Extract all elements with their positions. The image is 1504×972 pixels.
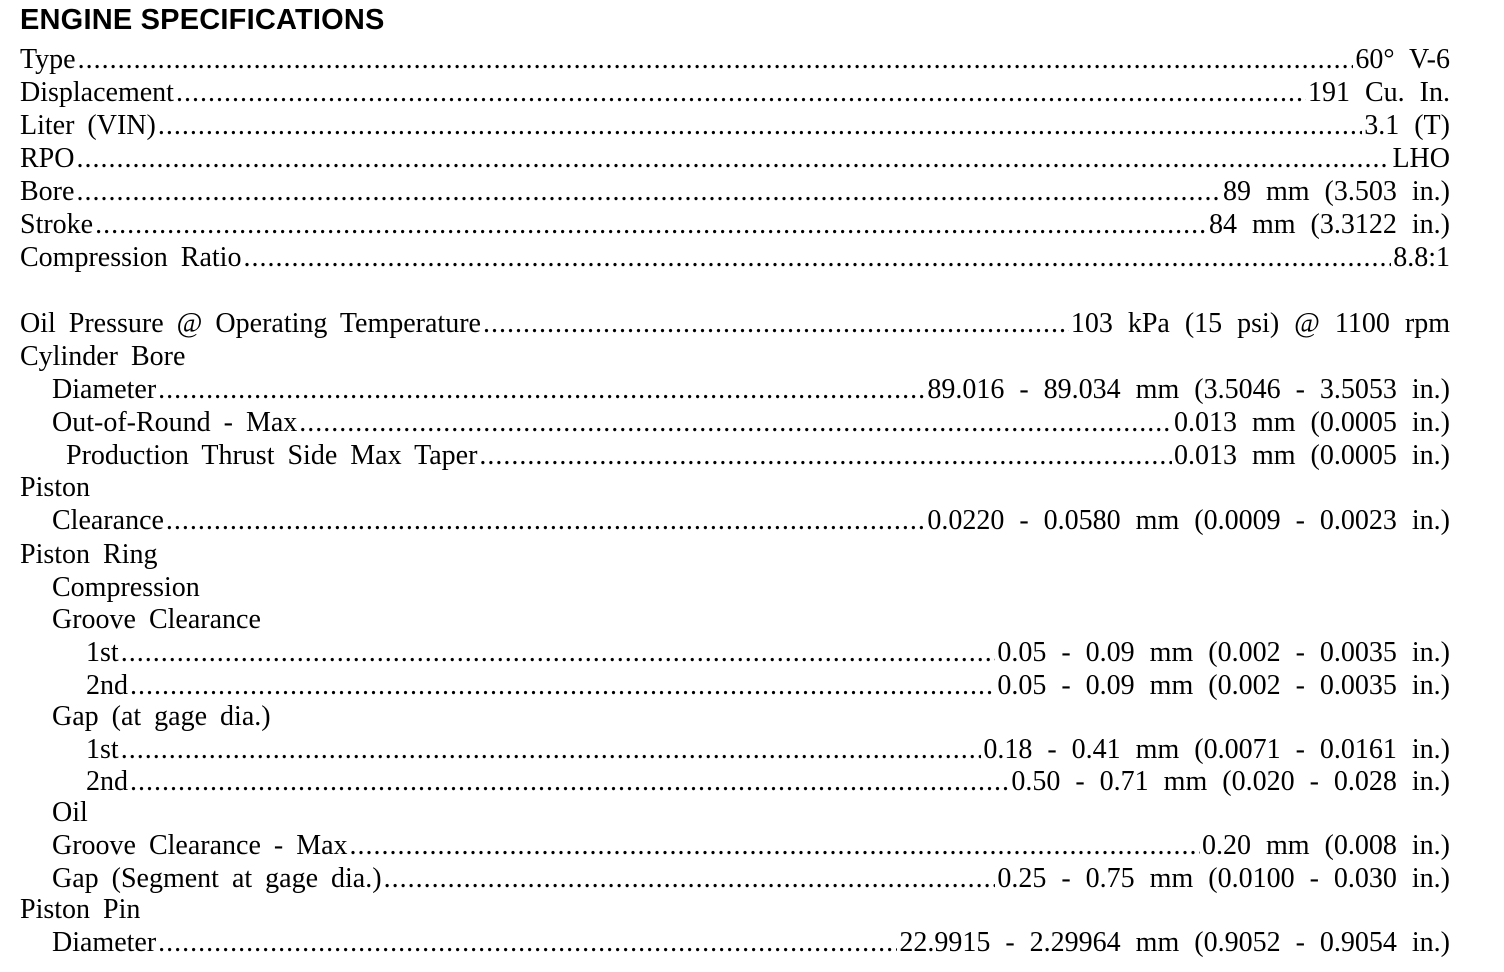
dot-leader (158, 927, 897, 959)
dot-leader (121, 637, 996, 669)
section-heading-piston-pin (0, 894, 1504, 926)
dot-leader (176, 77, 1306, 109)
spec-value: 0.50 - 0.71 mm (0.020 - 0.028 in.) (1011, 766, 1450, 797)
spec-label: Gap (Segment at gage dia.) (52, 863, 382, 894)
spec-row-groove-1st (0, 637, 1504, 669)
spec-value: 103 kPa (15 psi) @ 1100 rpm (1070, 308, 1450, 339)
spec-row-out-of-round (0, 407, 1504, 439)
spec-label: 1st (86, 637, 119, 668)
section-heading-label: Piston Ring (20, 539, 158, 570)
spec-value: 0.05 - 0.09 mm (0.002 - 0.0035 in.) (997, 670, 1450, 701)
spec-value: 0.013 mm (0.0005 in.) (1174, 440, 1450, 471)
dot-leader (76, 176, 1221, 208)
spec-row-rpo (0, 143, 1504, 175)
subheading-label: Oil (52, 797, 88, 828)
subheading-compression (0, 572, 1504, 604)
spec-label: Out-of-Round - Max (52, 407, 298, 438)
dot-leader (78, 44, 1354, 76)
spec-label: Type (20, 44, 76, 75)
spec-label: 2nd (86, 766, 128, 797)
spec-label: RPO (20, 143, 75, 174)
spec-row-oil-pressure (0, 308, 1504, 340)
dot-leader (130, 766, 1009, 798)
section-heading-piston-ring (0, 539, 1504, 571)
spec-value: 89.016 - 89.034 mm (3.5046 - 3.5053 in.) (927, 374, 1450, 405)
section-heading-cylinder-bore (0, 341, 1504, 373)
spec-row-max-taper (0, 440, 1504, 472)
spec-label: Liter (VIN) (20, 110, 156, 141)
spec-value: 8.8:1 (1393, 242, 1450, 273)
spec-value: 3.1 (T) (1364, 110, 1450, 141)
dot-leader (158, 110, 1362, 142)
spec-label: Diameter (52, 927, 157, 958)
subheading-groove-clearance (0, 604, 1504, 636)
spec-row-gap-2nd (0, 766, 1504, 798)
spec-value: 0.20 mm (0.008 in.) (1202, 830, 1450, 861)
section-heading-piston (0, 472, 1504, 504)
spec-row-type (0, 44, 1504, 76)
spec-row-cylinder-diameter (0, 374, 1504, 406)
dot-leader (121, 734, 982, 766)
spec-label: Production Thrust Side Max Taper (66, 440, 478, 471)
spec-row-bore (0, 176, 1504, 208)
spec-value: 0.05 - 0.09 mm (0.002 - 0.0035 in.) (997, 637, 1450, 668)
spec-row-oil-groove-clearance (0, 830, 1504, 862)
spec-value: 60° V-6 (1355, 44, 1450, 75)
spec-label: Stroke (20, 209, 94, 240)
dot-leader (130, 670, 995, 702)
dot-leader (299, 407, 1172, 439)
subheading-oil (0, 797, 1504, 829)
spec-value: LHO (1392, 143, 1450, 174)
spec-value: 89 mm (3.503 in.) (1223, 176, 1450, 207)
spec-row-pin-diameter (0, 927, 1504, 959)
dot-leader (243, 242, 1391, 274)
section-heading-label: Piston Pin (20, 894, 141, 925)
spec-label: Compression Ratio (20, 242, 242, 273)
spec-label: Displacement (20, 77, 174, 108)
dot-leader (483, 308, 1069, 340)
spec-row-groove-2nd (0, 670, 1504, 702)
spec-row-liter (0, 110, 1504, 142)
subheading-label: Gap (at gage dia.) (52, 701, 271, 732)
subheading-label: Groove Clearance (52, 604, 261, 635)
section-heading-label: Piston (20, 472, 91, 503)
spec-value: 0.18 - 0.41 mm (0.0071 - 0.0161 in.) (983, 734, 1450, 765)
spec-value: 22.9915 - 2.29964 mm (0.9052 - 0.9054 in.) (899, 927, 1450, 958)
spec-row-piston-clearance (0, 505, 1504, 537)
section-heading-label: Cylinder Bore (20, 341, 186, 372)
dot-leader (166, 505, 925, 537)
spec-label: Bore (20, 176, 75, 207)
spec-row-stroke (0, 209, 1504, 241)
spec-row-gap-1st (0, 734, 1504, 766)
spec-value: 84 mm (3.3122 in.) (1209, 209, 1450, 240)
dot-leader (158, 374, 925, 406)
dot-leader (479, 440, 1172, 472)
spec-label: Diameter (52, 374, 157, 405)
spec-value: 0.25 - 0.75 mm (0.0100 - 0.030 in.) (997, 863, 1450, 894)
dot-leader (95, 209, 1207, 241)
subheading-gap (0, 701, 1504, 733)
spec-label: Clearance (52, 505, 164, 536)
spec-row-displacement (0, 77, 1504, 109)
dot-leader (350, 830, 1200, 862)
spec-label: Oil Pressure @ Operating Temperature (20, 308, 481, 339)
spec-label: 1st (86, 734, 119, 765)
spec-row-oil-gap (0, 863, 1504, 895)
spec-row-compression-ratio (0, 242, 1504, 274)
dot-leader (384, 863, 996, 895)
spec-value: 191 Cu. In. (1308, 77, 1450, 108)
dot-leader (76, 143, 1390, 175)
subheading-label: Compression (52, 572, 200, 603)
page-title: ENGINE SPECIFICATIONS (20, 4, 385, 36)
spec-label: Groove Clearance - Max (52, 830, 348, 861)
spec-label: 2nd (86, 670, 128, 701)
spec-value: 0.0220 - 0.0580 mm (0.0009 - 0.0023 in.) (927, 505, 1450, 536)
spec-value: 0.013 mm (0.0005 in.) (1174, 407, 1450, 438)
